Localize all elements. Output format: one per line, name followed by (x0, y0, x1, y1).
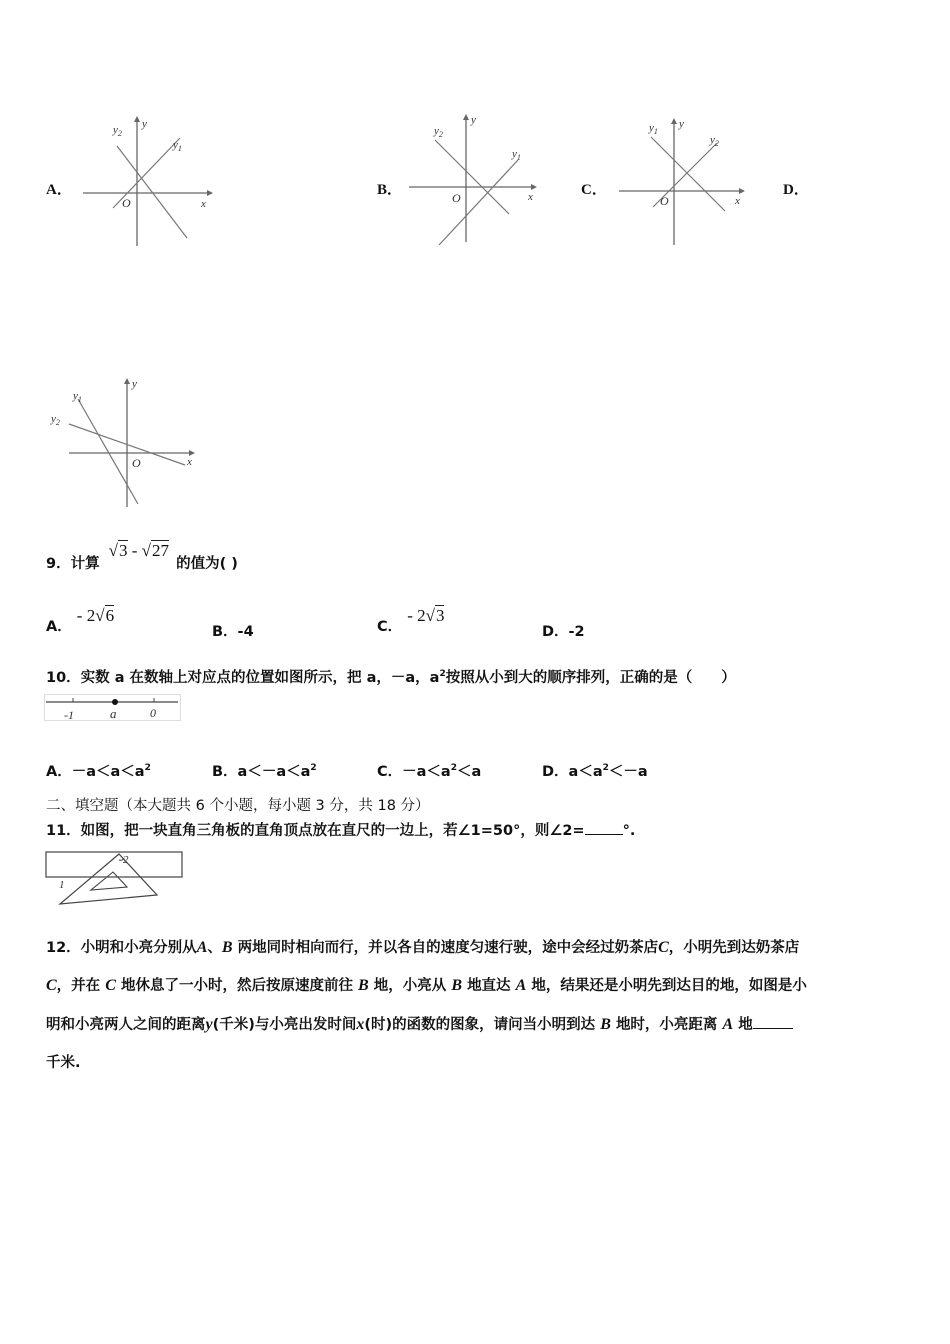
graph-option-c (615, 110, 760, 255)
question-12-line-4: 千米. (46, 1055, 81, 1071)
y-axis-label: y (132, 378, 137, 390)
q9-number: 9． (46, 556, 71, 572)
point-a (112, 699, 118, 705)
q10-option-b: B．$a<-a<a^2$ (212, 763, 317, 780)
origin-label: O (452, 191, 461, 205)
q11-text-part2: °. (622, 823, 636, 839)
q9-expression: √3 - √27 (108, 541, 170, 560)
q11-text-part1: 11．如图，把一块直角三角板的直角顶点放在直尺的一边上，若∠1=50°，则∠2= (46, 823, 585, 839)
y-axis-label: y (679, 118, 684, 130)
x-axis-label: x (201, 198, 206, 210)
y2-label: $y_2$ (710, 134, 719, 148)
y2-label: $y_2$ (51, 413, 60, 427)
section-2-heading: 二、填空题（本大题共 6 个小题，每小题 3 分，共 18 分） (46, 798, 430, 814)
graph-option-d (45, 372, 205, 517)
origin-label: O (660, 194, 669, 208)
q10-text-part2: 按照从小到大的顺序排列，正确的是（ ） (445, 670, 736, 686)
q9-minus: - (131, 541, 138, 560)
q9-option-c: C． - 2√3 (377, 606, 445, 635)
q9-option-c-label: C． (377, 619, 403, 635)
q9-option-b: B．-4 (212, 624, 254, 640)
q12-answer-blank[interactable] (753, 1016, 793, 1029)
q9-option-a-radicand: 6 (105, 606, 115, 625)
y1-label: $y_1$ (512, 148, 521, 162)
x-axis-label: x (187, 456, 192, 468)
q11-answer-blank[interactable] (585, 822, 623, 835)
q9-option-c-coef: - 2 (407, 606, 426, 625)
y-axis-label: y (471, 114, 476, 126)
y-axis-label: y (142, 118, 147, 130)
q9-option-a: A． - 2√6 (46, 606, 115, 635)
y1-label: $y_1$ (73, 390, 82, 404)
q9-radicand-a: 3 (119, 541, 128, 560)
q10-option-a: A．$-a<a<a^2$ (46, 763, 151, 780)
origin-label: O (122, 196, 131, 210)
q9-option-d: D．-2 (542, 624, 585, 640)
question-12-line-1: 12．小明和小亮分别从A、B 两地同时相向而行，并以各自的速度匀速行驶，途中会经过奶茶店C，小明先到达奶茶店 (46, 939, 800, 956)
q9-option-a-coef: - 2 (76, 606, 96, 625)
number-line-figure (44, 694, 184, 724)
q10-option-d: D．$a<a^2<-a$ (542, 763, 648, 780)
q9-option-a-label: A． (46, 619, 72, 635)
question-10-stem (46, 666, 736, 687)
graph-option-b (405, 110, 550, 255)
q9-text-before: 计算 (70, 556, 100, 572)
question-12-line-3: 明和小亮两人之间的距离y(千米)与小亮出发时间x(时)的函数的图象，请问当小明到达 B 地时，小亮距离 A 地 (46, 1013, 793, 1034)
label-a: a (110, 706, 117, 721)
question-11-stem (46, 819, 635, 840)
option-b-label: B． (377, 182, 403, 198)
y1-label: $y_1$ (649, 122, 658, 136)
y2-label: $y_2$ (113, 124, 122, 138)
q9-option-c-radicand: 3 (435, 606, 445, 625)
graph-option-a (75, 110, 220, 255)
x-axis-label: x (528, 191, 533, 203)
angle-2-label: 2 (123, 854, 129, 866)
origin-label: O (132, 456, 141, 470)
x-axis-label: x (735, 195, 740, 207)
question-9-stem (46, 541, 238, 573)
option-a-label: A． (46, 182, 72, 198)
q9-radicand-b: 27 (152, 541, 170, 560)
question-12-line-2: C，并在 C 地休息了一小时，然后按原速度前往 B 地，小亮从 B 地直达 A 地，结果还是小明先到达目的地，如图是小 (46, 977, 807, 994)
option-d-label: D． (783, 182, 809, 198)
label-zero: 0 (150, 706, 156, 720)
q10-option-c: C．$-a<a^2<a$ (377, 763, 482, 780)
label-minus-one: -1 (64, 708, 74, 722)
ruler-triangle-figure (44, 850, 189, 910)
q10-text-part1: 10．实数 a 在数轴上对应点的位置如图所示，把 a，－a，a (46, 670, 440, 686)
q9-text-after: 的值为( ) (176, 556, 238, 572)
angle-1-label: 1 (59, 879, 65, 891)
y1-label: $y_1$ (173, 139, 182, 153)
option-c-label: C． (581, 182, 607, 198)
q10-text-sup: 2 (439, 669, 446, 680)
y2-label: $y_2$ (434, 125, 443, 139)
